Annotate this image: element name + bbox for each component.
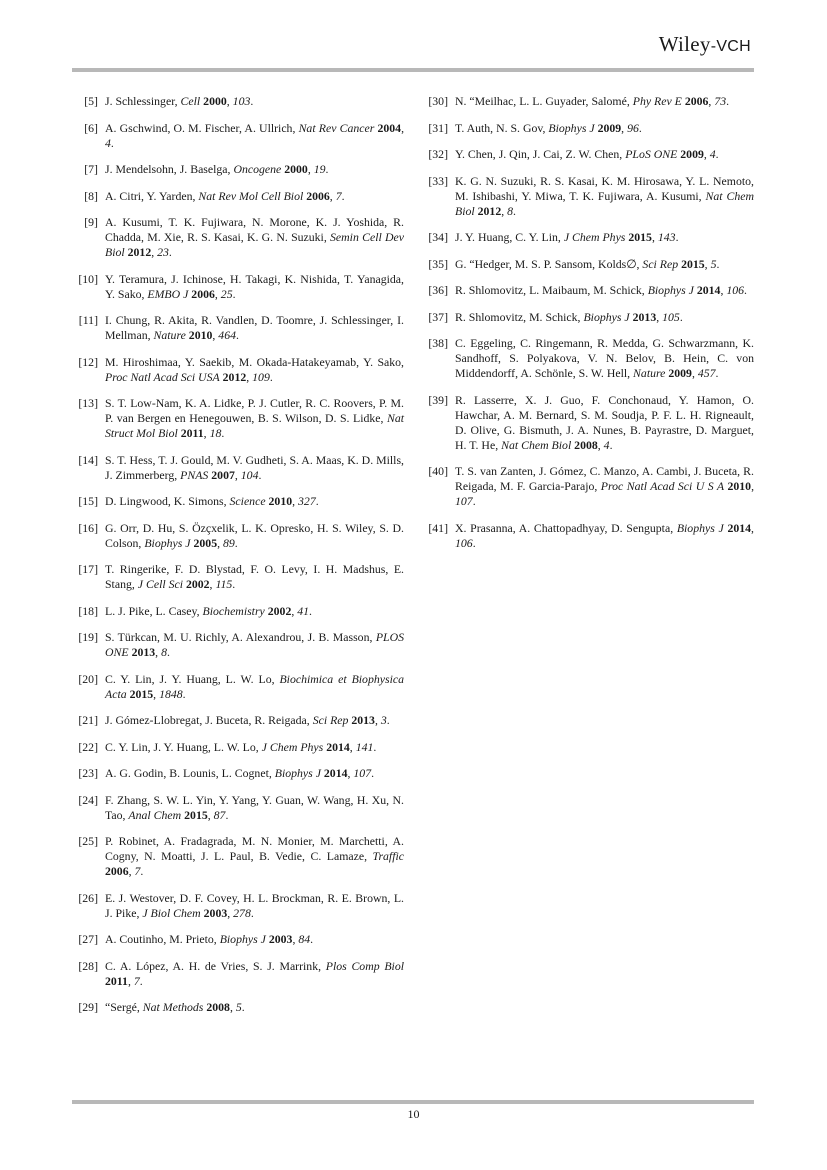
reference-authors: T. S. van Zanten, J. Gómez, C. Manzo, A. Cambi, J. Buceta, R. Reigada, M. F. Garcia-Parajo, <box>455 464 754 493</box>
reference-authors: C. Y. Lin, J. Y. Huang, L. W. Lo, <box>105 739 262 754</box>
reference-journal: EMBO J <box>147 286 189 301</box>
reference-item <box>424 230 754 245</box>
reference-item <box>424 393 754 453</box>
reference-authors: A. Coutinho, M. Prieto, <box>105 932 220 946</box>
reference-journal: Science <box>229 494 266 508</box>
reference-item <box>74 562 404 592</box>
reference-number: [9] <box>84 215 98 229</box>
reference-journal: Nat Rev Cancer <box>298 120 375 135</box>
reference-journal: Semin Cell Dev Biol <box>105 230 404 259</box>
reference-item <box>424 257 754 272</box>
reference-year: 2006 <box>684 94 709 108</box>
reference-year: 2004 <box>377 120 402 135</box>
reference-journal: J Biol Chem <box>142 905 201 920</box>
reference-journal: Plos Comp Biol <box>325 958 404 973</box>
reference-volume: 96 <box>627 120 639 135</box>
reference-year: 2008 <box>574 437 598 452</box>
reference-number: [28] <box>78 958 98 973</box>
reference-item <box>74 121 404 151</box>
reference-year: 2010 <box>727 479 752 493</box>
reference-text: N. “Meilhac, L. L. Guyader, Salomé, Phy Rev E 2006, 73. <box>455 94 730 108</box>
reference-year: 2007 <box>211 467 235 482</box>
reference-text: C. A. López, A. H. de Vries, S. J. Marrink, Plos Comp Biol 2011, 7. <box>105 958 404 988</box>
reference-volume: 457 <box>697 366 716 380</box>
reference-journal: Nat Chem Biol <box>455 188 754 218</box>
reference-year: 2002 <box>267 603 292 618</box>
reference-authors: J. Mendelsohn, J. Baselga, <box>105 162 234 176</box>
reference-year: 2014 <box>696 283 721 297</box>
reference-journal: Phy Rev E <box>632 94 682 108</box>
reference-authors: C. A. López, A. H. de Vries, S. J. Marrink, <box>105 958 326 973</box>
reference-authors: N. “Meilhac, L. L. Guyader, Salomé, <box>455 94 633 108</box>
reference-item <box>74 891 404 921</box>
reference-volume: 115 <box>215 577 233 591</box>
reference-item <box>74 162 404 177</box>
reference-item <box>74 793 404 823</box>
footer-rule <box>72 1100 754 1104</box>
reference-journal: PLoS ONE <box>625 147 678 161</box>
reference-item <box>74 932 404 947</box>
reference-number: [16] <box>78 520 98 535</box>
reference-authors: S. T. Hess, T. J. Gould, M. V. Gudheti, S. A. Maas, K. D. Mills, J. Zimmerberg, <box>105 452 404 482</box>
reference-volume: 107 <box>353 766 372 780</box>
reference-year: 2009 <box>680 147 704 161</box>
reference-volume: 7 <box>134 864 141 878</box>
reference-authors: Y. Teramura, J. Ichinose, H. Takagi, K. Nishida, T. Yanagida, Y. Sako, <box>105 271 404 301</box>
reference-text: A. Citri, Y. Yarden, Nat Rev Mol Cell Biol 2006, 7. <box>105 188 345 203</box>
reference-item <box>424 174 754 219</box>
reference-text: L. J. Pike, L. Casey, Biochemistry 2002, 41. <box>105 603 312 618</box>
reference-authors: J. Y. Huang, C. Y. Lin, <box>455 230 564 244</box>
reference-year: 2006 <box>105 864 129 878</box>
reference-item <box>74 713 404 728</box>
reference-item <box>74 1000 404 1015</box>
reference-text: J. Gómez-Llobregat, J. Buceta, R. Reigada, Sci Rep 2013, 3. <box>105 713 390 727</box>
reference-authors: A. Gschwind, O. M. Fischer, A. Ullrich, <box>105 120 299 135</box>
reference-number: [36] <box>428 283 448 297</box>
reference-item <box>74 215 404 260</box>
reference-volume: 4 <box>603 437 610 452</box>
reference-journal: Biochimica et Biophysica Acta <box>105 671 404 701</box>
reference-authors: E. J. Westover, D. F. Covey, H. L. Brockman, R. E. Brown, L. J. Pike, <box>105 890 404 920</box>
reference-text: D. Lingwood, K. Simons, Science 2010, 327. <box>105 494 319 508</box>
reference-journal: Biophys J <box>548 120 595 135</box>
reference-year: 2013 <box>131 645 156 659</box>
reference-volume: 41 <box>297 603 310 618</box>
reference-year: 2015 <box>184 807 208 822</box>
reference-number: [25] <box>78 834 98 848</box>
reference-text: M. Hiroshimaa, Y. Saekib, M. Okada-Hatakeyamab, Y. Sako, Proc Natl Acad Sci USA 2012, 109. <box>105 354 404 384</box>
reference-item <box>74 313 404 343</box>
reference-authors: R. Shlomovitz, L. Maibaum, M. Schick, <box>455 283 648 297</box>
reference-journal: Biophys J <box>219 932 266 946</box>
reference-authors: A. Citri, Y. Yarden, <box>105 188 199 203</box>
reference-number: [26] <box>78 890 98 905</box>
reference-year: 2012 <box>222 369 247 384</box>
page-number: 10 <box>407 1107 420 1121</box>
reference-journal: Nature <box>153 328 186 342</box>
reference-volume: 103 <box>232 94 251 108</box>
reference-text: I. Chung, R. Akita, R. Vandlen, D. Toomre, J. Schlessinger, I. Mellman, Nature 2010, 464. <box>105 313 404 342</box>
reference-text: S. T. Hess, T. J. Gould, M. V. Gudheti, S. A. Maas, K. D. Mills, J. Zimmerberg, PNAS 2007, 104. <box>105 452 404 482</box>
reference-text: C. Eggeling, C. Ringemann, R. Medda, G. Schwarzmann, K. Sandhoff, S. Polyakova, V. N. Belov, B. Hein, C. von Middendorff, A. Schönle, S. W. Hell, Nature 2009, 457. <box>455 336 754 380</box>
reference-year: 2006 <box>306 188 330 203</box>
reference-journal: J Chem Phys <box>261 739 324 754</box>
reference-journal: J Cell Sci <box>137 577 183 591</box>
reference-number: [34] <box>428 230 448 244</box>
reference-journal: Cell <box>180 94 201 108</box>
reference-volume: 1848 <box>159 686 183 701</box>
reference-text: J. Mendelsohn, J. Baselga, Oncogene 2000, 19. <box>105 162 329 176</box>
reference-journal: Oncogene <box>233 162 282 176</box>
reference-number: [27] <box>78 932 98 946</box>
reference-authors: S. Türkcan, M. U. Richly, A. Alexandrou, J. B. Masson, <box>105 630 376 644</box>
reference-item <box>74 453 404 483</box>
reference-item <box>424 521 754 551</box>
reference-text: X. Prasanna, A. Chattopadhyay, D. Sengupta, Biophys J 2014, 106. <box>455 520 754 550</box>
reference-year: 2011 <box>105 973 128 988</box>
reference-authors: G. Orr, D. Hu, S. Özçxelik, L. K. Opresko, H. S. Wiley, S. D. Colson, <box>105 520 404 550</box>
reference-volume: 8 <box>161 645 167 659</box>
logo-wiley-text: Wiley <box>658 32 711 56</box>
reference-journal: Traffic <box>372 849 404 863</box>
reference-year: 2003 <box>203 905 228 920</box>
reference-number: [40] <box>428 464 448 478</box>
reference-text: S. T. Low-Nam, K. A. Lidke, P. J. Cutler, R. C. Roovers, P. M. P. van Bergen en Henegouwen, B. S. Wilson, D. S. Lidke, Nat Struct Mol Biol 2011, 18. <box>105 396 404 440</box>
reference-year: 2008 <box>206 1000 230 1014</box>
reference-authors: P. Robinet, A. Fradagrada, M. N. Monier, M. Marchetti, A. Cogny, N. Moatti, J. L. Paul, B. Vedie, C. Lamaze, <box>105 834 404 863</box>
reference-text: G. Orr, D. Hu, S. Özçxelik, L. K. Opresko, H. S. Wiley, S. D. Colson, Biophys J 2005, 89. <box>105 520 404 550</box>
reference-journal: Proc Natl Acad Sci USA <box>105 369 220 384</box>
reference-text: A. G. Godin, B. Lounis, L. Cognet, Biophys J 2014, 107. <box>105 766 375 780</box>
reference-authors: F. Zhang, S. W. L. Yin, Y. Yang, Y. Guan, W. Wang, H. Xu, N. Tao, <box>105 792 404 822</box>
reference-volume: 18 <box>209 426 222 440</box>
reference-authors: Y. Chen, J. Qin, J. Cai, Z. W. Chen, <box>455 147 626 161</box>
reference-item <box>74 272 404 302</box>
reference-text: P. Robinet, A. Fradagrada, M. N. Monier, M. Marchetti, A. Cogny, N. Moatti, J. L. Paul, B. Vedie, C. Lamaze, Traffic 2006, 7. <box>105 834 404 878</box>
reference-number: [37] <box>428 309 448 324</box>
reference-item <box>424 121 754 136</box>
reference-authors: K. G. N. Suzuki, R. S. Kasai, K. M. Hirosawa, Y. L. Nemoto, M. Ishibashi, Y. Miwa, T. K. Fujiwara, A. Kusumi, <box>455 173 754 203</box>
reference-year: 2014 <box>727 520 752 535</box>
reference-year: 2012 <box>127 245 152 259</box>
reference-text: A. Coutinho, M. Prieto, Biophys J 2003, 84. <box>105 932 314 946</box>
reference-number: [38] <box>428 336 448 350</box>
reference-number: [13] <box>78 396 98 410</box>
reference-text: T. Ringerike, F. D. Blystad, F. O. Levy, I. H. Madshus, E. Stang, J Cell Sci 2002, 115. <box>105 562 404 591</box>
reference-text: “Sergé, Nat Methods 2008, 5. <box>105 1000 245 1014</box>
reference-text: J. Schlessinger, Cell 2000, 103. <box>105 94 254 108</box>
reference-year: 2006 <box>191 286 215 301</box>
reference-volume: 464 <box>218 328 236 342</box>
reference-year: 2000 <box>203 94 227 108</box>
reference-year: 2015 <box>129 686 154 701</box>
reference-item <box>74 355 404 385</box>
reference-item <box>74 766 404 781</box>
reference-volume: 109 <box>252 369 270 384</box>
reference-year: 2002 <box>185 577 210 591</box>
reference-text: G. “Hedger, M. S. P. Sansom, Kolds∅, Sci Rep 2015, 5. <box>455 256 720 271</box>
references-left-column <box>74 94 404 1027</box>
reference-authors: C. Y. Lin, J. Y. Huang, L. W. Lo, <box>105 671 280 686</box>
reference-item <box>74 959 404 989</box>
reference-journal: J Chem Phys <box>563 230 626 244</box>
reference-number: [7] <box>84 162 98 176</box>
reference-journal: Anal Chem <box>128 807 182 822</box>
reference-volume: 3 <box>380 713 387 727</box>
reference-text: C. Y. Lin, J. Y. Huang, L. W. Lo, Biochimica et Biophysica Acta 2015, 1848. <box>105 671 404 701</box>
reference-year: 2015 <box>628 230 652 244</box>
reference-number: [39] <box>428 392 448 407</box>
header-rule <box>72 68 754 72</box>
reference-number: [35] <box>428 256 448 271</box>
reference-text: T. S. van Zanten, J. Gómez, C. Manzo, A. Cambi, J. Buceta, R. Reigada, M. F. Garcia-Parajo, Proc Natl Acad Sci U S A 2010, 107. <box>455 464 755 508</box>
reference-journal: Biophys J <box>676 520 724 535</box>
reference-item <box>74 740 404 755</box>
reference-journal: Nat Methods <box>142 1000 204 1014</box>
reference-text: F. Zhang, S. W. L. Yin, Y. Yang, Y. Guan, W. Wang, H. Xu, N. Tao, Anal Chem 2015, 87. <box>105 792 404 822</box>
reference-volume: 106 <box>726 283 745 297</box>
reference-journal: Sci Rep <box>642 256 679 271</box>
reference-journal: Biochemistry <box>202 603 265 618</box>
reference-number: [18] <box>78 603 98 618</box>
reference-volume: 87 <box>213 807 226 822</box>
reference-volume: 105 <box>662 309 680 324</box>
reference-journal: Nat Struct Mol Biol <box>105 411 404 440</box>
reference-text: R. Shlomovitz, M. Schick, Biophys J 2013, 105. <box>455 309 683 324</box>
reference-text: T. Auth, N. S. Gov, Biophys J 2009, 96. <box>455 120 642 135</box>
reference-text: K. G. N. Suzuki, R. S. Kasai, K. M. Hirosawa, Y. L. Nemoto, M. Ishibashi, Y. Miwa, T. K. Fujiwara, A. Kusumi, Nat Chem Biol 2012, 8. <box>455 173 754 218</box>
reference-text: J. Y. Huang, C. Y. Lin, J Chem Phys 2015, 143. <box>455 230 679 244</box>
reference-volume: 104 <box>240 467 259 482</box>
reference-item <box>74 494 404 509</box>
reference-journal: PLOS ONE <box>105 630 404 659</box>
reference-authors: A. Kusumi, T. K. Fujiwara, N. Morone, K. J. Yoshida, R. Chadda, M. Xie, R. S. Kasai, K. G. N. Suzuki, <box>105 215 404 244</box>
reference-number: [10] <box>78 271 98 286</box>
reference-number: [22] <box>78 739 98 754</box>
reference-authors: “Sergé, <box>105 1000 143 1014</box>
reference-volume: 106 <box>455 535 473 550</box>
reference-number: [5] <box>84 94 98 108</box>
reference-authors: T. Auth, N. S. Gov, <box>455 120 549 135</box>
reference-volume: 23 <box>157 245 169 259</box>
reference-number: [15] <box>78 494 98 508</box>
reference-authors: X. Prasanna, A. Chattopadhyay, D. Sengupta, <box>455 520 677 535</box>
reference-volume: 107 <box>455 494 473 508</box>
reference-volume: 141 <box>355 739 374 754</box>
reference-authors: R. Shlomovitz, M. Schick, <box>455 309 584 324</box>
reference-year: 2013 <box>632 309 657 324</box>
reference-year: 2015 <box>681 256 705 271</box>
reference-text: C. Y. Lin, J. Y. Huang, L. W. Lo, J Chem Phys 2014, 141. <box>105 739 377 754</box>
reference-year: 2010 <box>268 494 293 508</box>
reference-number: [24] <box>78 792 98 807</box>
reference-item <box>74 672 404 702</box>
reference-year: 2003 <box>268 932 293 946</box>
reference-journal: Biophys J <box>583 309 630 324</box>
reference-volume: 4 <box>105 135 111 150</box>
reference-year: 2012 <box>477 203 502 218</box>
reference-journal: Nature <box>633 366 666 380</box>
reference-number: [6] <box>84 120 98 135</box>
reference-volume: 5 <box>235 1000 242 1014</box>
reference-item <box>74 834 404 879</box>
reference-year: 2005 <box>193 535 218 550</box>
reference-text: A. Kusumi, T. K. Fujiwara, N. Morone, K. J. Yoshida, R. Chadda, M. Xie, R. S. Kasai, K. G. N. Suzuki, Semin Cell Dev Biol 2012, 23. <box>105 215 404 259</box>
reference-number: [20] <box>78 671 98 686</box>
reference-volume: 89 <box>223 535 235 550</box>
reference-journal: Biophys J <box>647 283 694 297</box>
reference-journal: Nat Rev Mol Cell Biol <box>198 188 304 203</box>
reference-item <box>424 94 754 109</box>
reference-authors: L. J. Pike, L. Casey, <box>105 603 203 618</box>
reference-journal: Nat Chem Biol <box>501 437 572 452</box>
reference-number: [31] <box>428 120 448 135</box>
reference-text: R. Lasserre, X. J. Guo, F. Conchonaud, Y. Hamon, O. Hawchar, A. M. Bernard, S. M. Soudja, P. F. L. H. Rigneault, D. Olive, G. Bismuth, J. A. Nunes, B. Payrastre, D. Marguet, H. T. He, Nat Chem Biol 2008, 4. <box>455 392 754 452</box>
publisher-logo <box>659 32 751 57</box>
reference-authors: M. Hiroshimaa, Y. Saekib, M. Okada-Hatakeyamab, Y. Sako, <box>105 354 404 369</box>
reference-volume: 73 <box>714 94 727 108</box>
reference-authors: A. G. Godin, B. Lounis, L. Cognet, <box>105 766 275 780</box>
reference-journal: Biophys J <box>274 766 321 780</box>
reference-text: E. J. Westover, D. F. Covey, H. L. Brockman, R. E. Brown, L. J. Pike, J Biol Chem 2003, 278. <box>105 890 404 920</box>
reference-year: 2010 <box>188 328 213 342</box>
reference-year: 2014 <box>326 739 350 754</box>
reference-volume: 327 <box>298 494 316 508</box>
reference-volume: 25 <box>220 286 233 301</box>
reference-number: [29] <box>78 1000 98 1014</box>
reference-volume: 4 <box>709 147 716 161</box>
references-right-column <box>424 94 754 562</box>
reference-journal: Biophys J <box>144 535 191 550</box>
reference-text: Y. Chen, J. Qin, J. Cai, Z. W. Chen, PLoS ONE 2009, 4. <box>455 147 719 161</box>
reference-item <box>74 521 404 551</box>
reference-number: [8] <box>84 188 98 203</box>
reference-text: A. Gschwind, O. M. Fischer, A. Ullrich, Nat Rev Cancer 2004, 4. <box>105 120 405 150</box>
reference-authors: J. Schlessinger, <box>105 94 181 108</box>
reference-item <box>74 94 404 109</box>
reference-number: [11] <box>78 313 98 327</box>
reference-text: Y. Teramura, J. Ichinose, H. Takagi, K. Nishida, T. Yanagida, Y. Sako, EMBO J 2006, 25. <box>105 271 404 301</box>
reference-authors: J. Gómez-Llobregat, J. Buceta, R. Reigada, <box>105 713 313 727</box>
reference-authors: G. “Hedger, M. S. P. Sansom, Kolds∅, <box>455 256 643 271</box>
reference-number: [33] <box>428 173 448 188</box>
reference-item <box>424 147 754 162</box>
reference-volume: 7 <box>133 973 140 988</box>
reference-number: [12] <box>78 354 98 369</box>
reference-volume: 84 <box>298 932 311 946</box>
reference-item <box>74 396 404 441</box>
reference-number: [14] <box>78 452 98 467</box>
reference-year: 2000 <box>284 162 308 176</box>
reference-volume: 5 <box>710 256 717 271</box>
reference-year: 2013 <box>351 713 375 727</box>
reference-item <box>74 189 404 204</box>
reference-number: [30] <box>428 94 448 108</box>
reference-item <box>424 310 754 325</box>
reference-text: S. Türkcan, M. U. Richly, A. Alexandrou, J. B. Masson, PLOS ONE 2013, 8. <box>105 630 404 659</box>
reference-authors: D. Lingwood, K. Simons, <box>105 494 230 508</box>
reference-item <box>74 604 404 619</box>
reference-journal: Proc Natl Acad Sci U S A <box>600 479 725 493</box>
reference-authors: C. Eggeling, C. Ringemann, R. Medda, G. Schwarzmann, K. Sandhoff, S. Polyakova, V. N. Belov, B. Hein, C. von Middendorff, A. Schönle, S. W. Hell, <box>455 336 754 380</box>
reference-number: [32] <box>428 147 448 161</box>
logo-vch-text: -VCH <box>710 38 751 55</box>
reference-authors: I. Chung, R. Akita, R. Vandlen, D. Toomre, J. Schlessinger, I. Mellman, <box>105 313 404 342</box>
reference-year: 2014 <box>323 766 348 780</box>
reference-volume: 143 <box>657 230 676 244</box>
reference-authors: T. Ringerike, F. D. Blystad, F. O. Levy, I. H. Madshus, E. Stang, <box>105 562 404 591</box>
reference-item <box>424 283 754 298</box>
reference-volume: 8 <box>507 203 514 218</box>
reference-text: R. Shlomovitz, L. Maibaum, M. Schick, Biophys J 2014, 106. <box>455 283 747 297</box>
reference-item <box>424 464 754 509</box>
reference-number: [17] <box>78 562 98 576</box>
reference-number: [41] <box>428 520 448 535</box>
reference-journal: Sci Rep <box>312 713 349 727</box>
reference-number: [19] <box>78 630 98 644</box>
reference-year: 2009 <box>668 366 692 380</box>
reference-year: 2009 <box>597 120 622 135</box>
reference-year: 2011 <box>180 426 204 440</box>
reference-volume: 19 <box>313 162 326 176</box>
reference-item <box>424 336 754 381</box>
reference-volume: 278 <box>233 905 251 920</box>
reference-volume: 7 <box>335 188 342 203</box>
reference-authors: S. T. Low-Nam, K. A. Lidke, P. J. Cutler, R. C. Roovers, P. M. P. van Bergen en Henegouwen, B. S. Wilson, D. S. Lidke, <box>105 396 404 425</box>
reference-journal: PNAS <box>180 467 209 482</box>
reference-item <box>74 630 404 660</box>
reference-number: [23] <box>78 766 98 780</box>
reference-authors: R. Lasserre, X. J. Guo, F. Conchonaud, Y. Hamon, O. Hawchar, A. M. Bernard, S. M. Soudja, P. F. L. H. Rigneault, D. Olive, G. Bismuth, J. A. Nunes, B. Payrastre, D. Marguet, H. T. He, <box>455 392 754 452</box>
reference-number: [21] <box>78 713 98 727</box>
